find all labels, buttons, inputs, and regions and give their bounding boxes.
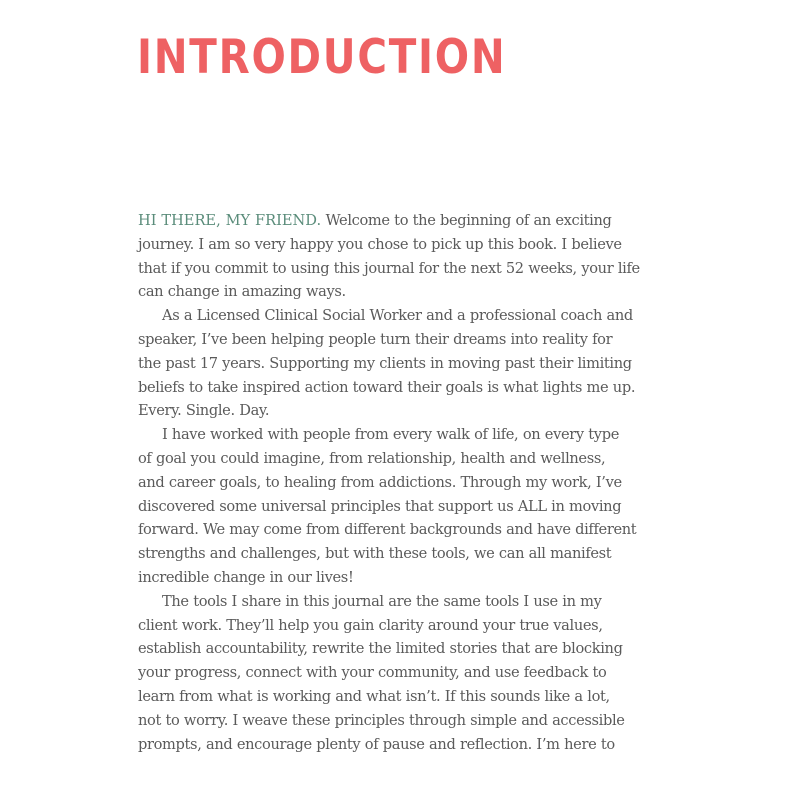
text-line: that if you commit to using this journal for the next 52 weeks, your life (138, 259, 640, 277)
text-line: speaker, I’ve been helping people turn their dreams into reality for (138, 330, 613, 348)
text-line-content: Welcome to the beginning of an exciting (321, 212, 612, 229)
paragraph (138, 590, 668, 757)
text-line: journey. I am so very happy you chose to pick up this book. I believe (138, 235, 622, 253)
text-line: incredible change in our lives! (138, 568, 354, 586)
body-text (138, 209, 668, 756)
text-line: strengths and challenges, but with these tools, we can all manifest (138, 545, 612, 563)
paragraph (138, 423, 668, 590)
text-line: beliefs to take inspired action toward their goals is what lights me up. (138, 378, 636, 396)
text-line: client work. They’ll help you gain clarity around your true values, (138, 616, 603, 634)
text-line: discovered some universal principles that support us ALL in moving (138, 497, 622, 515)
lead-in: HI THERE, MY FRIEND. (138, 212, 322, 229)
text-line: can change in amazing ways. (138, 283, 346, 301)
text-line (138, 209, 668, 233)
text-line: As a Licensed Clinical Social Worker and a professional coach and (162, 307, 633, 325)
text-line: not to worry. I weave these principles through simple and accessible (138, 711, 625, 729)
text-line: the past 17 years. Supporting my clients in moving past their limiting (138, 354, 632, 372)
text-line: learn from what is working and what isn’t. If this sounds like a lot, (138, 687, 610, 705)
paragraph (138, 209, 668, 304)
text-line: and career goals, to healing from addictions. Through my work, I’ve (138, 473, 622, 491)
paragraph (138, 304, 668, 423)
chapter-title: INTRODUCTION (137, 30, 507, 85)
text-line: Every. Single. Day. (138, 402, 270, 420)
text-line: of goal you could imagine, from relationship, health and wellness, (138, 449, 606, 467)
text-line: your progress, connect with your community, and use feedback to (138, 664, 607, 682)
text-line: establish accountability, rewrite the limited stories that are blocking (138, 640, 623, 658)
text-line: I have worked with people from every walk of life, on every type (162, 426, 619, 444)
text-line: The tools I share in this journal are the same tools I use in my (162, 592, 602, 610)
text-line: forward. We may come from different backgrounds and have different (138, 521, 637, 539)
text-line: prompts, and encourage plenty of pause and reflection. I’m here to (138, 735, 615, 753)
